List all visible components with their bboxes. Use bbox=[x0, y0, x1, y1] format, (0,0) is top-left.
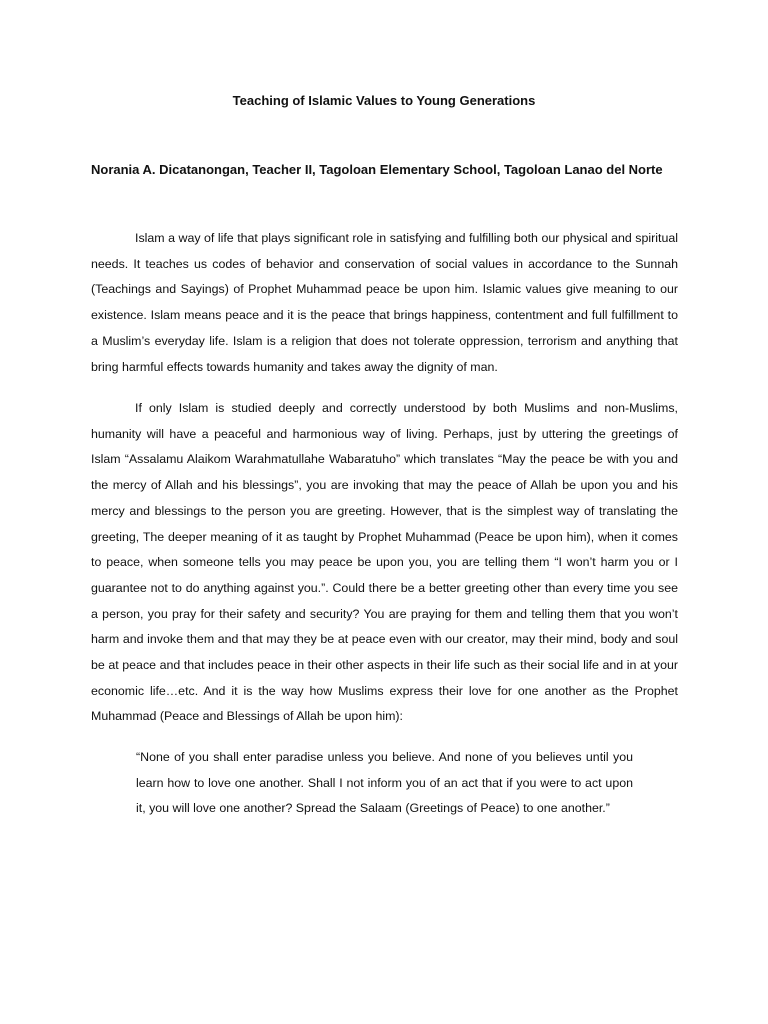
body-paragraph-2-block bbox=[91, 396, 678, 730]
body-paragraph: If only Islam is studied deeply and correctly understood by both Muslims and non-Muslims, humanity will have a peaceful and harmonious way of living. Perhaps, just by uttering the greetings of Islam “Assalamu Alaikom Warahmatullahe Wabaratuho” which translates “May the peace be with you and the mercy of Allah and his blessings”, you are invoking that may the peace of Allah be upon you and his mercy and blessings to the person you are greeting. However, that is the simplest way of translating the greeting, The deeper meaning of it as taught by Prophet Muhammad (Peace be upon him), when it comes to peace, when someone tells you may peace be upon you, you are telling them “I won’t harm you or I guarantee not to do anything against you.”. Could there be a better greeting other than every time you see a person, you pray for their safety and security? You are praying for them and telling them that you won’t harm and invoke them and that may they be at peace even with our creator, may their mind, body and soul be at peace and that includes peace in their other aspects in their life such as their social life and in at your economic life…etc. And it is the way how Muslims express their love for one another as the Prophet Muhammad (Peace and Blessings of Allah be upon him): bbox=[91, 401, 678, 724]
hadith-quote: “None of you shall enter paradise unless you believe. And none of you believes until you learn how to love one another. Shall I not inform you of an act that if you were to act upon it, you will love one another? Spread the Salaam (Greetings of Peace) to one another.” bbox=[136, 750, 633, 816]
document-title: Teaching of Islamic Values to Young Generations bbox=[232, 93, 536, 108]
body-paragraph: Islam a way of life that plays significant role in satisfying and fulfilling both our physical and spiritual needs. It teaches us codes of behavior and conservation of social values in accordance to the Sunnah (Teachings and Sayings) of Prophet Muhammad peace be upon him. Islamic values give meaning to our existence. Islam means peace and it is the peace that brings happiness, contentment and full fulfillment to a Muslim’s everyday life. Islam is a religion that does not tolerate oppression, terrorism and anything that bring harmful effects towards humanity and takes away the dignity of man. bbox=[91, 231, 678, 374]
body-paragraph-1-block bbox=[91, 226, 678, 380]
author-line: Norania A. Dicatanongan, Teacher II, Tagoloan Elementary School, Tagoloan Lanao del Norte bbox=[91, 162, 663, 177]
